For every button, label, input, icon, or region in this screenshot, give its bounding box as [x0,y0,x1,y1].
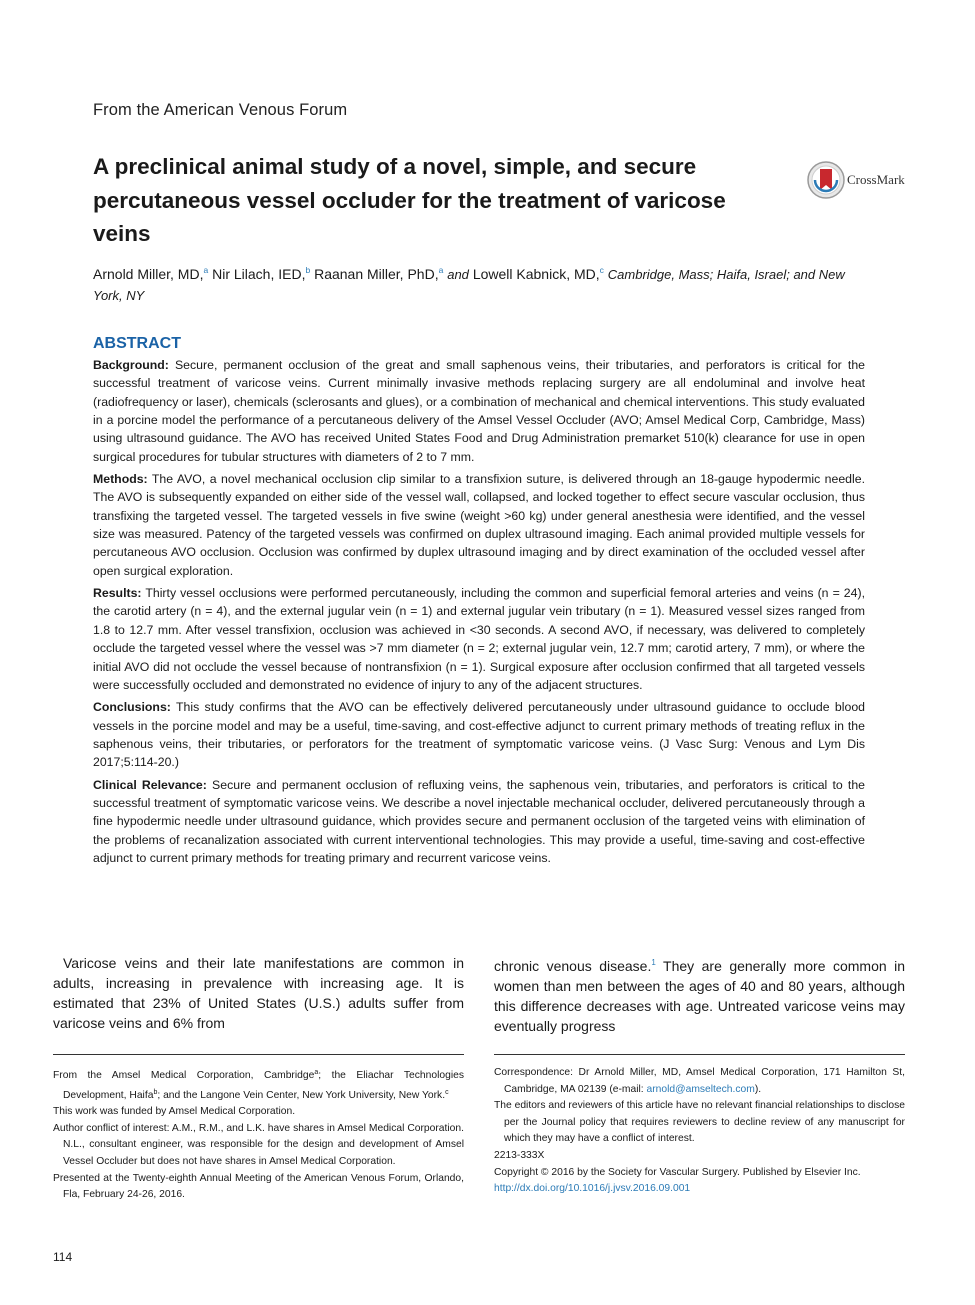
footnote-text: ; and the Langone Vein Center, New York University, New York. [157,1089,446,1101]
abstract-conclusions [93,698,865,771]
footnotes-left [53,1065,464,1204]
author-affiliations: Cambridge, Mass; Haifa, Israel; and New York, NY [93,267,845,303]
abstract-section-text: This study confirms that the AVO can be effectively delivered percutaneously under ultrasound guidance to occlude blood vessels in the porcine model and may be a useful, time-saving, and cost-effective adjunct to current primary methods of treating reflux in the saphenous veins, their tributaries, or perforators for the treatment of symptomatic varicose veins. (J Vasc Surg: Venous and Lym Dis 2017;5:114-20.) [93,700,865,770]
footnote-conflict: Author conflict of interest: A.M., R.M., and L.K. have shares in Amsel Medical Corporation. N.L., consultant engineer, was responsible for the design and development of Amsel Vessel Occluder but does not have shares in Amsel Medical Corporation. [53,1122,464,1167]
abstract-section-text: Secure and permanent occlusion of refluxing veins, the saphenous vein, tributaries, and perforators is critical to the successful treatment of symptomatic varicose veins. We describe a novel injectable mechanical occluder, delivered percutaneously through a fine hypodermic needle under ultrasound guidance, which provides secure and permanent occlusion of the targeted veins with elimination of the problems of recanalization associated with current interventional technologies. This may provide a useful, time-saving and cost-effective adjunct to current primary methods for treating primary and recurrent varicose veins. [93,777,865,865]
footnote-text: ). [754,1083,762,1095]
footnote-text: Correspondence: Dr Arnold Miller, MD, Amsel Medical Corporation, 171 Hamilton St, Cambridge, MA 02139 (e-mail: [494,1067,905,1095]
affiliation-marker: c [445,1088,449,1096]
footnote-presented: Presented at the Twenty-eighth Annual Meeting of the American Venous Forum, Orlando, Fla, February 24-26, 2016. [53,1172,464,1201]
article-title: A preclinical animal study of a novel, simple, and secure percutaneous vessel occluder for the treatment of varicose veins [93,154,726,246]
footnote-text: From the Amsel Medical Corporation, Cambridge [53,1070,315,1081]
body-paragraph: Varicose veins and their late manifestations are common in adults, increasing in prevalence with increasing age. It is estimated that 23% of United States (U.S.) adults suffer from varicose veins and 6% from [53,955,464,1031]
abstract-section-label: Conclusions: [93,700,171,715]
footnote-issn: 2213-333X [494,1149,545,1161]
abstract-section-label: Methods: [93,472,148,487]
abstract-section-label: Results: [93,586,142,601]
crossmark-label: CrossMark [847,172,905,187]
affiliation-marker: a [314,1069,319,1076]
abstract-clinical-relevance [93,776,865,868]
abstract-section-text: Secure, permanent occlusion of the great and small saphenous veins, their tributaries, and perforators is critical for the successful treatment of varicose veins. Current minimally invasive methods replacing surgery are all endoluminal and involve heat (radiofrequency or laser), chemicals (sclerosants and glues), or a combination of mechanical and chemical interventions. This study evaluated in a porcine model the performance of a percutaneous delivery of the Amsel Vessel Occluder (AVO; Amsel Medical Corp, Cambridge, Mass) using ultrasound guidance. The AVO has received United States Food and Drug Administration premarket 510(k) clearance for use in open surgical procedures for tubular structures with diameters of 2 to 7 mm. [93,358,865,464]
body-text: They are generally more common in women than men between the ages of 40 and 80 years, although this difference decreases with age. Untreated varicose veins may eventually progress [494,958,906,1034]
footnotes-right [494,1065,905,1198]
abstract-body [93,356,865,871]
body-column-right [494,953,905,1036]
doi-link[interactable]: http://dx.doi.org/10.1016/j.jvsv.2016.09.001 [494,1183,691,1195]
email-link[interactable]: arnold@amseltech.com [646,1083,755,1095]
footnote-editors: The editors and reviewers of this article have no relevant financial relationships to disclose per the Journal policy that requires reviewers to decline review of any manuscript for which they may have a conflict of interest. [494,1100,905,1145]
abstract-section-label: Background: [93,358,169,372]
author-name: Nir Lilach, IED, [212,266,306,282]
crossmark-icon [806,160,846,200]
page-number: 114 [53,1250,73,1264]
footnote-affiliations [53,1065,464,1104]
section-label: From the American Venous Forum [93,101,348,119]
affiliation-marker[interactable]: a [203,265,209,275]
reference-marker[interactable]: 1 [651,958,656,967]
abstract-section-label: Clinical Relevance: [93,777,207,792]
affiliation-marker[interactable]: c [599,265,604,275]
affiliation-marker[interactable]: a [438,265,444,275]
footnote-correspondence [494,1065,905,1098]
footnote-divider-right [494,1054,905,1055]
author-name: Arnold Miller, MD, [93,266,204,282]
abstract-results [93,584,865,694]
body-column-left [53,953,464,1033]
crossmark-badge[interactable] [806,160,916,200]
author-conjunction: and [447,267,469,282]
abstract-section-text: The AVO, a novel mechanical occlusion clip similar to a transfixion suture, is delivered through an 18-gauge hypodermic needle. The AVO is subsequently expanded on either side of the vessel wall, collapsed, and locked together to effect secure vascular occlusion, thus transfixing the targeted vessel. The targeted vessels in five swine (weight >60 kg) under general anesthesia were identified, and the vessel size was measured. Patency of the targeted vessels was confirmed on duplex ultrasound imaging. Each animal provided multiple vessels for percutaneous AVO occlusion. Occlusion was confirmed by duplex ultrasound imaging and by direct examination of the occluded vessel after open surgical exploration. [93,472,865,578]
footnote-funding: This work was funded by Amsel Medical Corporation. [53,1106,296,1118]
footnote-divider-left [53,1054,464,1055]
author-name: Raanan Miller, PhD, [314,266,439,282]
body-paragraph [494,953,905,1036]
affiliation-marker[interactable]: b [305,265,311,275]
affiliation-marker: b [153,1088,158,1096]
abstract-heading: ABSTRACT [93,335,181,352]
author-list [93,260,863,306]
author-name: Lowell Kabnick, MD, [472,266,600,282]
body-text: chronic venous disease. [494,958,652,974]
footnote-text: ; the Eliachar Technologies Development, Haifa [63,1070,464,1101]
abstract-background [93,356,865,466]
abstract-section-text: Thirty vessel occlusions were performed percutaneously, including the common and superficial femoral arteries and veins (n = 24), the carotid artery (n = 4), and the external jugular vein (n = 1) and external jugular vein tributary (n = 1). Measured vessel sizes ranged from 1.8 to 12.7 mm. After vessel transfixion, occlusion was achieved in <30 seconds. A second AVO, if necessary, was delivered to completely occlude the targeted vessel where the vessel was >7 mm diameter (n = 2; external jugular vein, 12.7 mm; carotid artery, 7 mm), or where the initial AVO did not occlude the vessel because of nontransfixion (n = 1). Surgical exposure after occlusion confirmed that all targeted vessels were successfully occluded and demonstrated no evidence of injury to any of the adjacent structures. [93,586,865,692]
abstract-methods [93,470,865,580]
footnote-copyright: Copyright © 2016 by the Society for Vascular Surgery. Published by Elsevier Inc. [494,1166,861,1178]
